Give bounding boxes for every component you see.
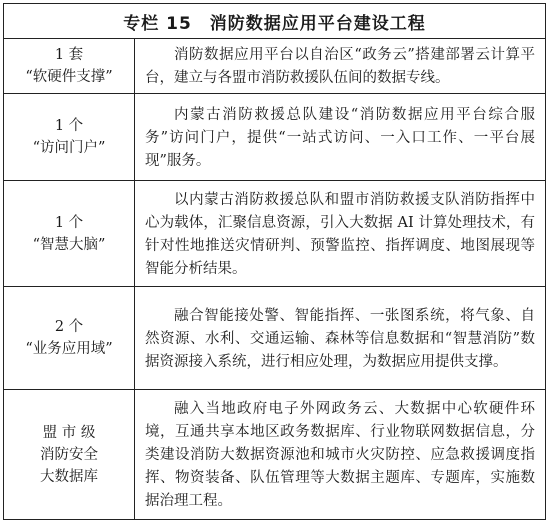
row-label-line: 1 个	[54, 118, 84, 134]
row-description	[135, 94, 545, 180]
row-label-line: 2 个	[54, 319, 84, 335]
row-label	[4, 287, 135, 389]
table-row	[4, 94, 545, 181]
row-label-line: 1 套	[54, 47, 84, 63]
row-description	[135, 39, 545, 93]
feature-box	[3, 3, 546, 520]
row-label-line: “业务应用域”	[25, 341, 113, 357]
row-description-text: 融合智能接处警、智能指挥、一张图系统，将气象、自然资源、水利、交通运输、森林等信息数据和“智慧消防”数据资源接入系统，进行相应处理，为数据应用提供支撑。	[145, 307, 535, 370]
row-label-line: 1 个	[54, 214, 84, 231]
row-description	[135, 390, 545, 519]
table-row	[4, 390, 545, 519]
row-label-line: 消防安全	[40, 446, 98, 463]
row-label-line: “访问门户”	[32, 140, 106, 156]
table-row	[4, 181, 545, 287]
row-label-line: 盟 市 级	[42, 424, 96, 441]
row-label-line: “智慧大脑”	[32, 236, 106, 253]
row-description	[135, 181, 545, 286]
row-description	[135, 287, 545, 389]
row-description-text: 内蒙古消防救援总队建设“消防数据应用平台综合服务”访问门户，提供“一站式访问、一入口工作、一平台展现”服务。	[145, 106, 535, 169]
row-label	[4, 94, 135, 180]
box-title: 专栏 15 消防数据应用平台建设工程	[4, 4, 545, 39]
row-label	[4, 39, 135, 93]
row-description-text: 消防数据应用平台以自治区“政务云”搭建部署云计算平台，建立与各盟市消防救援队伍间的数据专线。	[145, 47, 535, 86]
row-description-text: 以内蒙古消防救援总队和盟市消防救援支队消防指挥中心为载体，汇聚信息资源，引入大数据 AI 计算处理技术，有针对性地推送灾情研判、预警监控、指挥调度、地图展现等智能分析结果。	[145, 191, 535, 277]
row-label-line: 大数据库	[40, 468, 98, 485]
table-row	[4, 39, 545, 94]
table-row	[4, 287, 545, 390]
row-label	[4, 181, 135, 286]
row-description-text: 融入当地政府电子外网政务云、大数据中心软硬件环境，互通共享本地区政务数据库、行业物联网数据信息，分类建设消防大数据资源池和城市火灾防控、应急救援调度指挥、物资装备、队伍管理等大数据主题库、专题库，实施数据治理工程。	[145, 401, 535, 509]
row-label	[4, 390, 135, 519]
row-label-line: “软硬件支撑”	[25, 69, 113, 85]
